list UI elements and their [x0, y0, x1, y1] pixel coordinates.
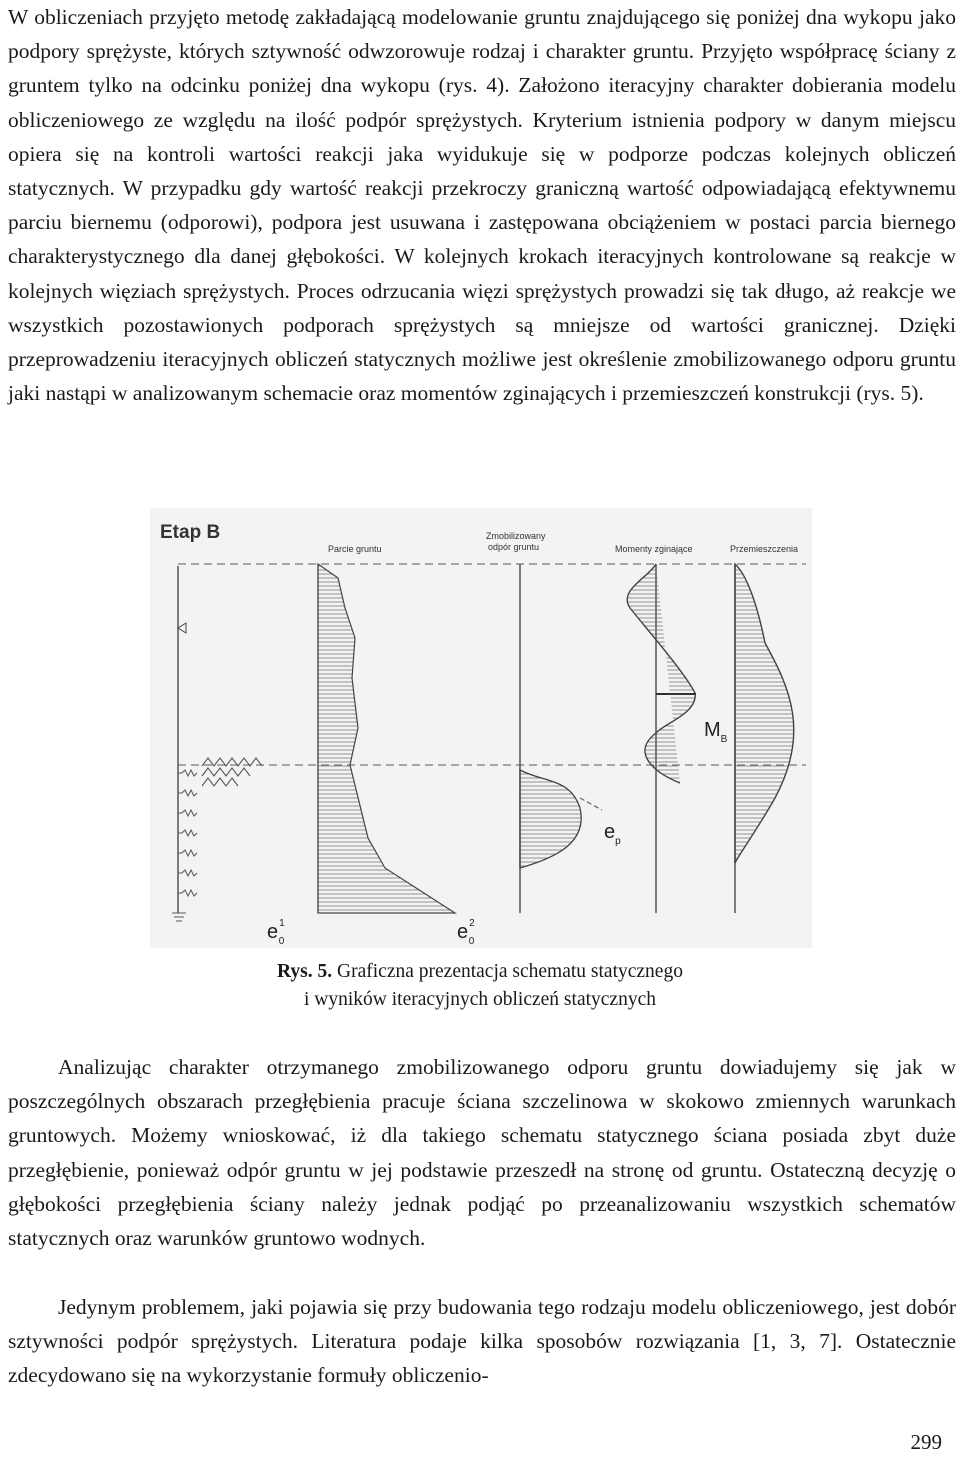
paragraph-3: Jedynym problemem, jaki pojawia się przy budowania tego rodzaju modelu obliczeniowego, jest dobór sztywności podpór sprężystych. Literatura podaje kilka sposobów rozwiązania [1, 3, 7]. Ostatecznie zdecydowano się na wykorzystanie formuły obliczenio- [8, 1295, 956, 1388]
caption-line2: i wyników iteracyjnych obliczeń statycznych [304, 989, 656, 1010]
col2-label-line2: odpór gruntu [488, 542, 540, 552]
page-number: 299 [910, 1430, 942, 1454]
col4-label: Przemieszczenia [730, 544, 799, 554]
col3-label: Momenty zginające [615, 544, 693, 554]
paragraph-1: W obliczeniach przyjęto metodę zakładającą modelowanie gruntu znajdującego się poniżej dna wykopu jako podpory sprężyste, których sztywność odwzorowuje rodzaj i charakter gruntu. Przyjęto współpracę ściany z gruntem tylko na odcinku poniżej dna wykopu (rys. 4). Założono iteracyjny charakter dobierania modelu obliczeniowego ze względu na ilość podpór sprężystych. Kryterium istnienia podpory w danym miejscu opiera się na kontroli wartości reakcji jaka wyidukuje się w podporze podczas kolejnych obliczeń statycznych. W przypadku gdy wartość reakcji przekroczy graniczną wartość odpowiadającą efektywnemu parciu biernemu (odporowi), podpora jest usuwana i zastępowana obciążeniem w postaci parcia biernego charakterystycznego dla danej głębokości. W kolejnych krokach iteracyjnych kontrolowane są reakcje w kolejnych więziach sprężystych. Proces odrzucania więzi sprężystych prowadzi się tak długo, aż reakcje we wszystkich pozostawionych podporach sprężystych są mniejsze od wartości granicznej. Dzięki przeprowadzeniu iteracyjnych obliczeń statycznych możliwe jest określenie zmobilizowanego odporu gruntu jaki nastąpi w analizowanym schemacie oraz momentów zginających i przemieszczeń konstrukcji (rys. 5). [8, 5, 956, 406]
e01-label: $e^1$ 0 [267, 918, 285, 947]
moment-label: $M_B$ [704, 719, 728, 745]
paragraph-2: Analizując charakter otrzymanego zmobilizowanego odporu gruntu dowiadujemy się jak w poszczególnych obszarach przegłębienia pracuje ściana szczelinowa w skokowo zmiennych warunkach gruntowych. Możemy wnioskować, iż dla takiego schematu statycznego ściana posiada zbyt duże przegłębienie, ponieważ odpór gruntu w jej podstawie przeszedł na stronę od gruntu. Ostateczną decyzję o głębokości przegłębienia ściany należy jednak podjąć po przeanalizowaniu wszystkich schematów statycznych oraz warunków gruntowo wodnych. [8, 1055, 956, 1251]
static-scheme-figure [150, 508, 812, 948]
figure-caption [0, 958, 960, 1014]
col1-label: Parcie gruntu [328, 544, 382, 554]
caption-line1: Graficzna prezentacja schematu statycznego [337, 961, 683, 982]
stage-title: Etap B [160, 522, 221, 543]
ep-label: $e_p$ [604, 821, 621, 847]
col2-label-line1: Zmobilizowany [486, 531, 546, 541]
caption-label: Rys. 5. [277, 961, 333, 982]
e02-label: $e^2$ 0 [457, 918, 475, 947]
